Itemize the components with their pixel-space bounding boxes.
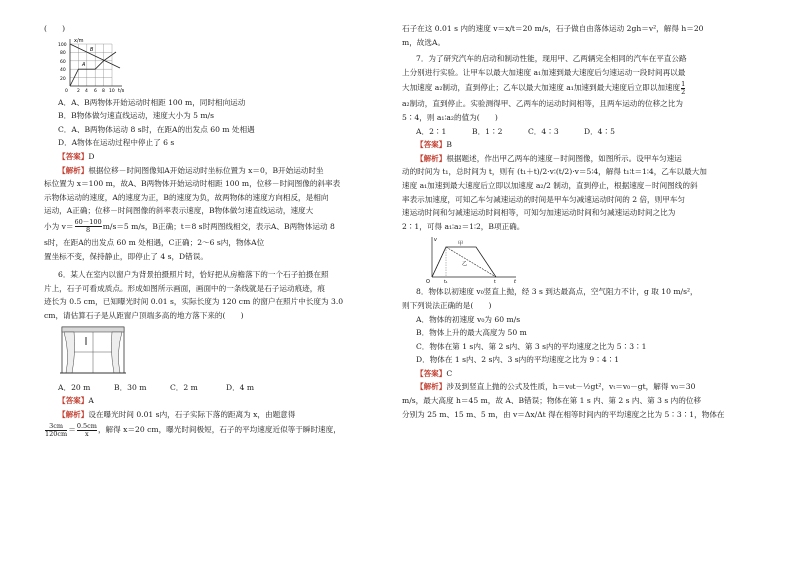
xtick-10: 10	[109, 88, 115, 94]
xtick-6: 6	[94, 88, 97, 94]
q5-option-c: C．A、B两物体运动 8 s时，在距A的出发点 60 m 处相遇	[58, 124, 255, 134]
left-curtain	[64, 332, 75, 373]
q7-option-c: C．4∶3	[528, 126, 559, 136]
q7-line-2: 上分别进行实验。让甲车以最大加速度 a₁加速到最大速度后匀速运动一段时间再以最	[402, 67, 686, 77]
q7-line-3: 大加速度 a₂制动，直到停止；乙车以最大加速度 a₁加速到最大速度后立即以加速度 $\frac{1}{2}$	[402, 79, 686, 96]
q5-explanation-1: 【解析】根据位移－时间图像知A开始运动时坐标位置为 x＝0，B开始运动时坐	[58, 165, 324, 175]
xt-graph-figure	[44, 36, 406, 96]
vt-graph	[420, 233, 530, 285]
q5-bracket: ( )	[44, 24, 66, 33]
window-figure	[44, 323, 406, 379]
q8-explanation-2: m/s，最大高度 h＝45 m，故 A、B错误；物体在第 1 s 内、第 2 s 内、第 3 s 内的位移	[402, 396, 702, 406]
q6-line-1: 6．某人在室内以窗户为背景拍摄照片时，恰好把从房檐落下的一个石子拍摄在照	[58, 270, 329, 280]
q6-option-d: D．4 m	[226, 382, 255, 392]
xtick-0: 0	[65, 88, 68, 94]
left-column	[44, 22, 406, 439]
q8-option-c: C．物体在第 1 s内、第 2 s内、第 3 s内的平均速度之比为 5∶3∶1	[416, 341, 647, 351]
q7-options	[402, 125, 764, 139]
q6-option-a: A．20 m	[58, 382, 91, 392]
q7-line-4: a₂制动，直到停止。实验测得甲、乙两车的运动时间相等，且两车运动的位移之比为	[402, 99, 683, 109]
q5-explanation-5: 小为 v＝ $\frac{60-100}{8}$ m/s＝5 m/s，B正确；t＝8 s时两图线相交，表示A、B两物体运动 8	[44, 218, 335, 235]
t-label: t	[514, 279, 516, 286]
q6-explanation-cont-2: m，故选A。	[402, 37, 446, 47]
explanation-label: 【解析】	[416, 382, 447, 392]
q7-explanation-5: 速运动时间和匀减速运动时间相等，可知匀加速运动时间和匀减速运动时间之比为	[402, 208, 676, 218]
q6-explanation-cont-1: 石子在这 0.01 s 内的速度 v＝x/t＝20 m/s，石子做自由落体运动 2gh＝v²，解得 h＝20	[402, 24, 704, 33]
answer-label: 【答案】	[58, 396, 89, 406]
ytick-100: 100	[58, 42, 67, 48]
q6-line-3: 迹长为 0.5 cm，已知曝光时间 0.01 s，实际长度为 120 cm 的窗户在照片中长度为 3.0	[44, 297, 344, 307]
q7-option-d: D．4∶5	[584, 126, 615, 136]
ytick-60: 60	[60, 59, 66, 65]
line-b-label: B	[90, 46, 94, 53]
q5-explanation-6: s时，在距A的出发点 60 m 处相遇，C正确；2～6 s内，物体A位	[44, 237, 265, 247]
yi-label: 乙	[462, 261, 468, 268]
x-axis-label: t/s	[118, 87, 125, 94]
answer-label: 【答案】	[416, 140, 447, 150]
xt-graph	[44, 36, 154, 96]
origin-label: O	[426, 279, 430, 286]
speed-fraction: $\frac{60-100}{8}$	[74, 218, 102, 235]
q8-option-b: B．物体上升的最大高度为 50 m	[416, 328, 527, 338]
q7-explanation-6: 2∶1，可得 a₁∶a₂＝1∶2，B项正确。	[402, 221, 525, 231]
q6-line-2: 片上，石子可看成质点。形成如图所示画面，画面中的一条线就是石子运动痕迹，痕	[44, 283, 325, 293]
explanation-label: 【解析】	[58, 165, 89, 175]
q6-answer	[44, 394, 406, 408]
q8-option-a: A．物体的初速度 v₀为 60 m/s	[416, 314, 521, 324]
q5-explanation-7: 置坐标不变，保持静止，即停止了 4 s，D错误。	[44, 251, 208, 261]
ytick-80: 80	[60, 50, 66, 56]
q7-explanation-2: 动的时间为 t₁，总时间为 t，则有 (t₁＋t)/2·v∶(t/2)·v＝5∶4，解得 t₁∶t＝1∶4，乙车以最大加	[402, 167, 707, 177]
q6-explanation-1: 【解析】设在曝光时间 0.01 s内，石子实际下落的距离为 x，由题意得	[58, 409, 296, 419]
q8-answer	[402, 367, 764, 381]
v-label: v	[434, 237, 437, 244]
q6-line-4: cm，请估算石子是从距窗户顶端多高的地方落下来的( )	[44, 310, 244, 320]
q5-answer	[44, 150, 406, 164]
q5-explanation-3: 示物体运动的速度，A的速度为正，B的速度为负，故两物体的速度方向相反，是相向	[44, 192, 329, 202]
jia-label: 甲	[458, 241, 464, 248]
vt-graph-figure	[402, 233, 764, 285]
tend-label: t	[494, 280, 496, 286]
window-drawing	[56, 323, 136, 379]
q8-line-1: 8．物体以初速度 v₀竖直上抛，经 3 s 到达最高点，空气阻力不计，g 取 10 m/s²，	[416, 287, 698, 297]
q6-option-c: C．2 m	[170, 382, 198, 392]
q7-line-1: 7．为了研究汽车的启动和制动性能，现用甲、乙两辆完全相同的汽车在平直公路	[416, 54, 687, 64]
q8-option-d: D．物体在 1 s内、2 s内、3 s内的平均速度之比为 9∶4∶1	[416, 355, 620, 365]
q8-explanation-3: 分别为 25 m、15 m、5 m，由 v＝Δx/Δt 得在相等时间内的平均速度之比为 5∶3∶1，物体在	[402, 409, 725, 419]
q7-line-5: 5∶4，则 a₁∶a₂的值为( )	[402, 112, 498, 122]
xtick-8: 8	[102, 88, 105, 94]
q7-explanation-3: 速度 a₁加速到最大速度后立即以加速度 a₂/2 制动，直到停止，根据速度－时间图线的斜	[402, 180, 698, 190]
q5-option-a: A．A、B两物体开始运动时相距 100 m，同时相向运动	[58, 97, 246, 107]
t1-label: t₁	[444, 280, 448, 286]
y-axis-label: x/m	[74, 37, 84, 44]
answer-label: 【答案】	[416, 368, 447, 378]
explanation-label: 【解析】	[58, 409, 89, 419]
answer-value: B	[446, 140, 452, 150]
q6-option-b: B．30 m	[114, 382, 147, 392]
answer-label: 【答案】	[58, 151, 89, 161]
right-curtain	[111, 332, 122, 373]
q8-line-2: 则下列说法正确的是( )	[402, 300, 492, 310]
q8-explanation-1: 【解析】涉及到竖直上抛的公式及性质，h＝v₀t－½gt²，vₜ＝v₀－gt，解得 v₀＝30	[416, 382, 696, 392]
explanation-label: 【解析】	[416, 153, 447, 163]
answer-value: A	[88, 396, 94, 406]
q7-explanation-4: 率表示加速度，可知乙车匀减速运动的时间是甲车匀减速运动时间的 2 倍，则甲车匀	[402, 194, 686, 204]
xtick-2: 2	[77, 88, 80, 94]
q7-answer	[402, 138, 764, 152]
q5-explanation-2: 标位置为 x＝100 m，故A、B两物体开始运动时相距 100 m，位移－时间图像的斜率表	[44, 179, 341, 189]
q5-option-b: B．B物体做匀速直线运动，速度大小为 5 m/s	[58, 111, 214, 121]
q6-explanation-2: $\frac{3cm}{120cm}$ ＝ $\frac{0.5cm}{x}$ ，解得 x＝20 cm，曝光时间极短，石子的平均速度近似等于瞬时速度，	[45, 421, 341, 438]
q6-options	[44, 381, 406, 395]
line-a-label: A	[82, 61, 86, 68]
ytick-40: 40	[60, 67, 66, 73]
q5-option-d: D．A物体在运动过程中停止了 6 s	[58, 138, 175, 148]
right-column	[402, 22, 764, 421]
answer-value: C	[446, 368, 453, 378]
q7-explanation-1: 【解析】根据题述，作出甲乙两车的速度－时间图像，如图所示。设甲车匀速运	[416, 153, 682, 163]
xtick-4: 4	[85, 88, 88, 94]
q7-option-b: B．1∶2	[472, 126, 503, 136]
answer-value: D	[88, 151, 95, 161]
ytick-20: 20	[60, 76, 66, 82]
q5-explanation-4: 运动，A正确；位移－时间图像的斜率表示速度，B物体做匀速直线运动，速度大	[44, 206, 314, 216]
q7-option-a: A．2∶1	[416, 126, 447, 136]
